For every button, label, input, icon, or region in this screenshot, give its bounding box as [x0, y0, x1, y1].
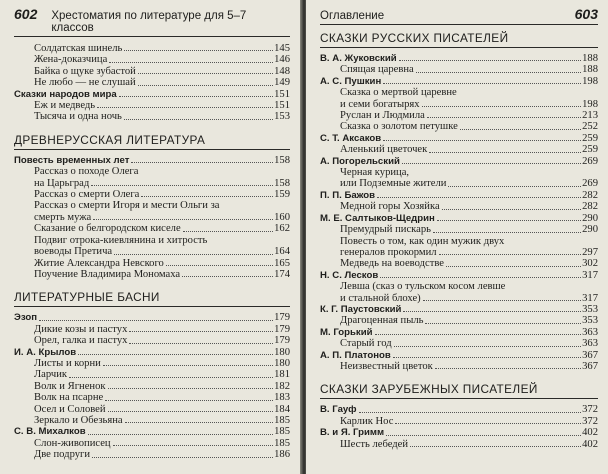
toc-entry [320, 178, 598, 189]
toc-entry-title: Повесть о том, как один мужик двух [340, 235, 505, 247]
toc-entry-title: Эзоп [14, 312, 38, 324]
toc-entry-title: Волк и Ягненок [34, 380, 106, 392]
dot-leader [375, 334, 582, 335]
toc-entry [320, 247, 598, 258]
section-heading: ЛИТЕРАТУРНЫЕ БАСНИ [14, 290, 290, 307]
toc-entry-title: Медведь на воеводстве [340, 258, 444, 270]
toc-page-number: 353 [582, 303, 598, 315]
toc-author-entry [14, 347, 290, 358]
toc-page-number: 179 [274, 323, 290, 335]
toc-entry [14, 200, 290, 211]
dot-leader [108, 411, 274, 412]
toc-entry [320, 121, 598, 132]
toc-entry-title: Левша (сказ о тульском косом левше [340, 281, 506, 293]
toc-entry-title: Премудрый пискарь [340, 224, 431, 236]
toc-entry [14, 235, 290, 246]
toc-entry-title: и стальной блохе) [340, 292, 421, 304]
toc-entry [14, 66, 290, 77]
toc-entry [320, 99, 598, 110]
toc-entry [14, 335, 290, 346]
dot-leader [416, 72, 581, 73]
right-running-head: Оглавление [320, 10, 385, 22]
toc-author-entry [320, 270, 598, 281]
toc-page-number: 269 [582, 155, 598, 167]
toc-page-number: 179 [274, 312, 290, 324]
dot-leader [131, 162, 273, 163]
dot-leader [108, 388, 274, 389]
toc-entry-title: Черная курица, [340, 167, 410, 179]
toc-page-number: 185 [274, 437, 290, 449]
dot-leader [141, 196, 273, 197]
toc-page-number: 213 [582, 110, 598, 122]
dot-leader [433, 232, 581, 233]
toc-page-number: 290 [582, 224, 598, 236]
toc-entry-title: Руслан и Людмила [340, 110, 425, 122]
dot-leader [442, 209, 581, 210]
dot-leader [166, 265, 273, 266]
toc-entry [14, 324, 290, 335]
toc-entry-title: Драгоценная пыль [340, 315, 424, 327]
toc-page-number: 372 [582, 404, 598, 416]
toc-entry [14, 381, 290, 392]
dot-leader [439, 254, 582, 255]
toc-entry-title: Житие Александра Невского [34, 257, 164, 269]
right-page [306, 0, 608, 474]
dot-leader [437, 220, 581, 221]
toc-author-entry [320, 53, 598, 64]
toc-entry-title: Осел и Соловей [34, 403, 106, 415]
toc-entry-title: Медной горы Хозяйка [340, 201, 440, 213]
toc-author-entry [320, 213, 598, 224]
toc-author-entry [320, 156, 598, 167]
toc-entry [320, 167, 598, 178]
toc-page-number: 160 [274, 211, 290, 223]
toc-page-number: 181 [274, 369, 290, 381]
toc-entry [320, 293, 598, 304]
dot-leader [380, 277, 581, 278]
dot-leader [109, 62, 273, 63]
toc-entry-title: Жена-доказчица [34, 54, 108, 66]
toc-entry-title: Карлик Нос [340, 415, 394, 427]
dot-leader [399, 60, 581, 61]
toc-entry-title: Рассказ о смерти Олега [34, 189, 140, 201]
dot-leader [91, 185, 273, 186]
toc-page-number: 297 [582, 246, 598, 258]
toc-page-number: 367 [582, 360, 598, 372]
toc-page-number: 179 [274, 335, 290, 347]
toc-entry [14, 392, 290, 403]
toc-entry-title: Повесть временных лет [14, 154, 130, 166]
toc-entry [14, 223, 290, 234]
toc-entry-title: Сказка о мертвой царевне [340, 87, 457, 99]
toc-entry-title: Слон-живописец [34, 437, 111, 449]
toc-page-number: 290 [582, 212, 598, 224]
dot-leader [402, 163, 581, 164]
dot-leader [422, 106, 582, 107]
toc-page-number: 252 [582, 121, 598, 133]
toc-entry [320, 144, 598, 155]
toc-page-number: 158 [274, 154, 290, 166]
toc-entry-title: Не любо — не слушай [34, 77, 136, 89]
toc-entry-title: А. Погорельский [320, 155, 400, 167]
dot-leader [69, 377, 273, 378]
toc-page-number: 148 [274, 65, 290, 77]
toc-entry-title: М. Е. Салтыков-Щедрин [320, 212, 435, 224]
toc-entry-title: Сказка о золотом петушке [340, 121, 458, 133]
dot-leader [386, 435, 581, 436]
toc-entry-title: И. А. Крылов [14, 346, 77, 358]
toc-entry [320, 236, 598, 247]
toc-entry [320, 416, 598, 427]
toc-entry [320, 361, 598, 372]
toc-author-entry [320, 133, 598, 144]
dot-leader [88, 434, 274, 435]
left-running-head: Хрестоматия по литературе для 5–7 классов [51, 10, 247, 34]
toc-entry [320, 201, 598, 212]
toc-page-number: 182 [274, 380, 290, 392]
toc-entry [14, 358, 290, 369]
toc-page-number: 186 [274, 449, 290, 461]
toc-page-number: 367 [582, 349, 598, 361]
toc-page-number: 174 [274, 268, 290, 280]
toc-entry [14, 438, 290, 449]
toc-page-number: 153 [274, 111, 290, 123]
toc-page-number: 145 [274, 43, 290, 54]
dot-leader [395, 423, 581, 424]
dot-leader [182, 276, 273, 277]
toc-entry-title: Спящая царевна [340, 64, 414, 76]
toc-entry [320, 315, 598, 326]
dot-leader [125, 422, 273, 423]
dot-leader [393, 357, 581, 358]
toc-page-number: 164 [274, 246, 290, 258]
toc-entry [320, 64, 598, 75]
toc-entry [14, 269, 290, 280]
toc-entry [320, 110, 598, 121]
toc-author-entry [320, 76, 598, 87]
toc-author-entry [320, 350, 598, 361]
toc-author-entry [320, 304, 598, 315]
toc-author-entry [320, 190, 598, 201]
toc-entry-title: В. и Я. Гримм [320, 427, 385, 439]
dot-leader [359, 412, 582, 413]
left-page [0, 0, 302, 474]
toc-entry-title: В. Гауф [320, 404, 357, 416]
toc-entry [14, 246, 290, 257]
toc-entry-title: и семи богатырях [340, 98, 420, 110]
left-page-header [14, 6, 290, 37]
toc-entry-title: Две подруги [34, 449, 91, 461]
toc-entry-title: Орел, галка и пастух [34, 335, 128, 347]
toc-author-entry [320, 404, 598, 415]
dot-leader [124, 50, 273, 51]
toc-entry-title: воеводы Претича [34, 246, 113, 258]
toc-entry [320, 224, 598, 235]
toc-author-entry [320, 327, 598, 338]
toc-page-number: 184 [274, 403, 290, 415]
toc-entry [14, 43, 290, 54]
toc-author-entry [14, 426, 290, 437]
toc-page-number: 162 [274, 223, 290, 235]
dot-leader [105, 400, 273, 401]
dot-leader [124, 119, 273, 120]
toc-author-entry [14, 155, 290, 166]
dot-leader [425, 323, 581, 324]
toc-entry-title: Аленький цветочек [340, 144, 428, 156]
right-page-header [320, 6, 598, 25]
toc-page-number: 282 [582, 201, 598, 213]
toc-page-number: 198 [582, 98, 598, 110]
right-page-number: 603 [574, 6, 598, 22]
toc-entry-title: Подвиг отрока-киевлянина и хитрость [34, 234, 208, 246]
toc-entry-title: С. Т. Аксаков [320, 132, 382, 144]
toc-page-number: 363 [582, 326, 598, 338]
left-toc [14, 43, 290, 461]
toc-entry [14, 415, 290, 426]
toc-entry-title: смерть мужа [34, 211, 92, 223]
toc-entry [14, 369, 290, 380]
dot-leader [429, 152, 581, 153]
toc-entry-title: А. С. Пушкин [320, 75, 382, 87]
toc-entry [14, 449, 290, 460]
toc-page-number: 402 [582, 427, 598, 439]
toc-entry [320, 87, 598, 98]
dot-leader [129, 331, 273, 332]
dot-leader [97, 107, 273, 108]
toc-page-number: 269 [582, 178, 598, 190]
toc-page-number: 185 [274, 426, 290, 438]
dot-leader [93, 219, 273, 220]
toc-entry-title: Тысяча и одна ночь [34, 111, 122, 123]
toc-entry-title: на Царьград [34, 177, 90, 189]
toc-entry [320, 439, 598, 450]
dot-leader [435, 368, 581, 369]
section-heading: СКАЗКИ РУССКИХ ПИСАТЕЛЕЙ [320, 31, 598, 48]
dot-leader [138, 85, 273, 86]
toc-entry-title: Неизвестный цветок [340, 360, 433, 372]
toc-entry-title: Волк на псарне [34, 392, 104, 404]
toc-entry-title: Ларчик [34, 369, 68, 381]
dot-leader [377, 197, 581, 198]
toc-author-entry [14, 89, 290, 100]
toc-page-number: 259 [582, 144, 598, 156]
dot-leader [403, 311, 581, 312]
toc-entry-title: Листы и корни [34, 357, 101, 369]
toc-entry-title: Поучение Владимира Мономаха [34, 268, 181, 280]
toc-entry-title: Байка о щуке зубастой [34, 65, 136, 77]
dot-leader [119, 96, 273, 97]
toc-entry-title: или Подземные жители [340, 178, 447, 190]
toc-entry [14, 258, 290, 269]
right-toc [320, 31, 598, 450]
toc-entry-title: П. П. Бажов [320, 189, 376, 201]
toc-page-number: 282 [582, 189, 598, 201]
toc-page-number: 188 [582, 53, 598, 64]
toc-page-number: 363 [582, 338, 598, 350]
toc-entry-title: генералов прокормил [340, 246, 437, 258]
toc-page-number: 149 [274, 77, 290, 89]
toc-entry-title: В. А. Жуковский [320, 53, 397, 64]
toc-entry-title: Н. С. Лесков [320, 269, 379, 281]
toc-page-number: 317 [582, 269, 598, 281]
toc-author-entry [14, 312, 290, 323]
toc-entry [14, 77, 290, 88]
toc-page-number: 183 [274, 392, 290, 404]
toc-entry-title: Сказание о белгородском киселе [34, 223, 181, 235]
toc-page-number: 159 [274, 189, 290, 201]
toc-author-entry [320, 427, 598, 438]
toc-entry [14, 100, 290, 111]
dot-leader [78, 354, 273, 355]
toc-entry-title: Еж и медведь [34, 100, 96, 112]
toc-entry-title: Старый год [340, 338, 392, 350]
toc-page-number: 302 [582, 258, 598, 270]
toc-entry-title: М. Горький [320, 326, 373, 338]
dot-leader [423, 300, 581, 301]
toc-entry [14, 189, 290, 200]
toc-entry-title: Дикие козы и пастух [34, 323, 128, 335]
toc-page-number: 180 [274, 346, 290, 358]
toc-page-number: 198 [582, 75, 598, 87]
toc-entry [320, 281, 598, 292]
dot-leader [103, 365, 273, 366]
toc-entry-title: Шесть лебедей [340, 438, 409, 450]
dot-leader [410, 446, 581, 447]
dot-leader [460, 129, 581, 130]
toc-page-number: 151 [274, 100, 290, 112]
toc-entry-title: А. П. Платонов [320, 349, 391, 361]
toc-entry-title: Рассказ о смерти Игоря и мести Ольги за [34, 200, 220, 212]
toc-page-number: 317 [582, 292, 598, 304]
toc-page-number: 180 [274, 357, 290, 369]
toc-page-number: 402 [582, 438, 598, 450]
toc-entry [14, 404, 290, 415]
toc-entry-title: Рассказ о походе Олега [34, 166, 139, 178]
toc-entry [14, 178, 290, 189]
dot-leader [39, 320, 273, 321]
toc-entry [320, 338, 598, 349]
toc-entry-title: Сказки народов мира [14, 88, 117, 100]
section-heading: ДРЕВНЕРУССКАЯ ЛИТЕРАТУРА [14, 133, 290, 150]
toc-page-number: 165 [274, 257, 290, 269]
toc-page-number: 185 [274, 414, 290, 426]
toc-entry-title: Солдатская шинель [34, 43, 123, 54]
dot-leader [383, 83, 581, 84]
dot-leader [183, 231, 273, 232]
toc-entry-title: Зеркало и Обезьяна [34, 414, 123, 426]
dot-leader [448, 186, 581, 187]
toc-page-number: 353 [582, 315, 598, 327]
left-page-number: 602 [14, 6, 38, 22]
dot-leader [427, 117, 581, 118]
toc-entry [14, 54, 290, 65]
dot-leader [92, 457, 273, 458]
toc-page-number: 372 [582, 415, 598, 427]
toc-page-number: 188 [582, 64, 598, 76]
section-heading: СКАЗКИ ЗАРУБЕЖНЫХ ПИСАТЕЛЕЙ [320, 382, 598, 399]
dot-leader [138, 73, 273, 74]
dot-leader [383, 140, 581, 141]
dot-leader [129, 343, 273, 344]
toc-page-number: 259 [582, 132, 598, 144]
toc-entry-title: К. Г. Паустовский [320, 303, 402, 315]
toc-page-number: 158 [274, 177, 290, 189]
toc-page-number: 146 [274, 54, 290, 66]
dot-leader [114, 254, 273, 255]
dot-leader [446, 266, 581, 267]
toc-entry [320, 258, 598, 269]
toc-entry-title: С. В. Михалков [14, 426, 86, 438]
toc-entry [14, 212, 290, 223]
toc-entry [14, 166, 290, 177]
toc-page-number: 151 [274, 88, 290, 100]
dot-leader [113, 445, 274, 446]
toc-entry [14, 111, 290, 122]
dot-leader [394, 346, 582, 347]
